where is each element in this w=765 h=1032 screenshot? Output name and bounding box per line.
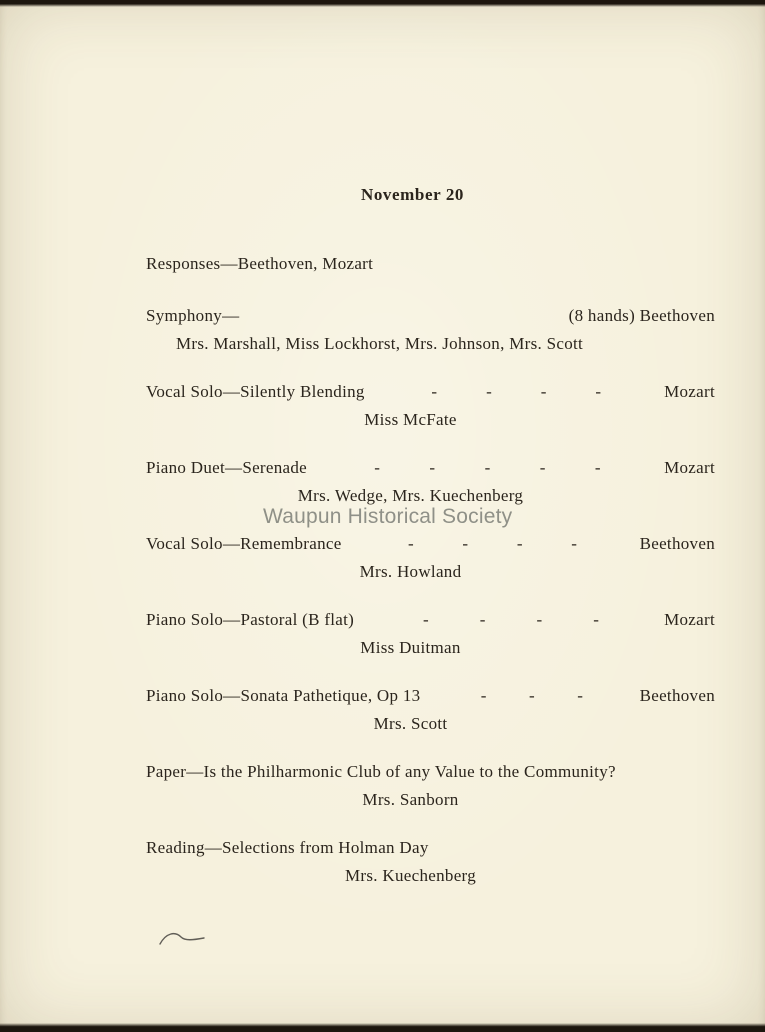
performers: Miss McFate [364, 410, 457, 429]
entry-line [146, 837, 715, 858]
piece-title: Symphony— [146, 306, 240, 325]
piece-title: Reading—Selections from Holman Day [146, 838, 429, 857]
entry-line [146, 761, 715, 782]
program-entry [146, 457, 715, 506]
performers: Mrs. Scott [373, 714, 448, 733]
dash-leaders: - - - - [408, 534, 578, 553]
scan-edge-bottom [0, 1023, 765, 1032]
piece-title: Responses—Beethoven, Mozart [146, 254, 374, 273]
performers: Mrs. Wedge, Mrs. Kuechenberg [297, 486, 524, 505]
entry-line [146, 609, 715, 630]
composer: Beethoven [639, 534, 715, 553]
dash-leaders: - - - [480, 686, 584, 705]
page-title: November 20 [360, 185, 465, 204]
program-entry [146, 837, 715, 886]
piece-title: Piano Solo—Sonata Pathetique, Op 13 [146, 686, 421, 705]
program-entry [146, 685, 715, 734]
performers: Mrs. Sanborn [362, 790, 459, 809]
dash-leaders: - - - - [431, 382, 602, 401]
program-entry [146, 761, 715, 810]
entry-line [146, 533, 715, 554]
performers: Mrs. Kuechenberg [344, 866, 476, 885]
entry-line [146, 685, 715, 706]
performers: Mrs. Howland [359, 562, 462, 581]
entry-line [146, 305, 715, 326]
pen-mark [158, 929, 208, 951]
watermark-text: Waupun Historical Society [263, 505, 513, 528]
dash-leaders: - - - - - [374, 458, 601, 477]
composer: Mozart [664, 382, 715, 401]
composer: Beethoven [639, 686, 715, 705]
composer: Mozart [664, 610, 715, 629]
performers: Miss Duitman [360, 638, 461, 657]
performers: Mrs. Marshall, Miss Lockhorst, Mrs. Johnson, Mrs. Scott [176, 334, 584, 353]
entry-line [146, 253, 715, 274]
dash-leaders: - - - - [422, 610, 600, 629]
piece-title: Piano Duet—Serenade [146, 458, 308, 477]
piece-title: Vocal Solo—Silently Blending [146, 382, 365, 401]
piece-title: Vocal Solo—Remembrance [146, 534, 342, 553]
composer: (8 hands) Beethoven [568, 306, 715, 325]
program-entry [146, 609, 715, 658]
program-entry [146, 381, 715, 430]
entry-line [146, 381, 715, 402]
piece-title: Paper—Is the Philharmonic Club of any Value to the Community? [146, 762, 616, 781]
entry-line [146, 457, 715, 478]
program-entry [146, 305, 715, 354]
composer: Mozart [664, 458, 715, 477]
program-entry [146, 253, 715, 274]
program-entry [146, 533, 715, 582]
piece-title: Piano Solo—Pastoral (B flat) [146, 610, 355, 629]
